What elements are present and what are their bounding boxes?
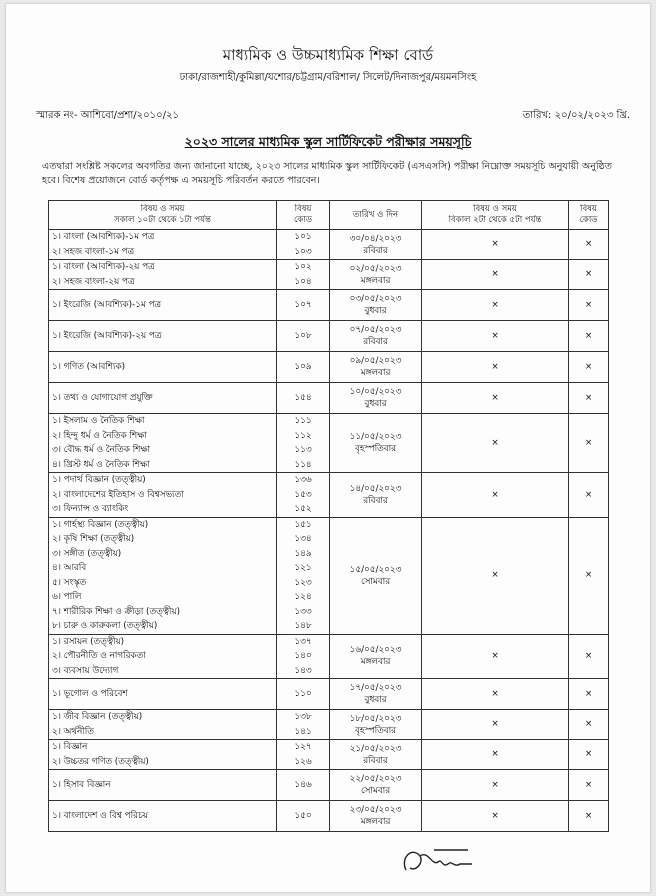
subject-code: ১৫২ [294,504,312,514]
subject-code: ১২৪ [294,592,312,602]
date-day-cell [330,770,422,801]
subject-name: ২। সহজ বাংলা-২য় পত্র [52,276,135,287]
afternoon-subject-cell: × [422,473,569,518]
table-header-row [49,201,609,230]
subject-codes-cell [277,352,330,383]
date-day-cell [330,517,422,634]
afternoon-subject-cell: × [422,352,569,383]
subject-name: ১। বাংলাদেশ ও বিশ্ব পরিচয় [52,810,148,821]
subject-code: ১৫৩ [294,489,312,500]
exam-date: ১৬/০৫/২০২৩ [349,645,402,656]
exam-day: সোমবার [360,786,391,796]
subject-code: ১৩৮ [294,712,312,722]
afternoon-code-cell: × [569,260,609,290]
subject-code: ১৩৭ [294,636,312,647]
header-afternoon-subject: বিষয় ও সময় বিকাল ২টা থেকে ৫টা পর্যন্ত [422,201,569,230]
subject-name: ১। বিজ্ঞান [52,742,88,752]
subject-name: ১। পদার্থ বিজ্ঞান (তত্ত্বীয়) [52,475,146,485]
afternoon-subject-cell: × [422,801,569,832]
subject-code: ১৩৪ [294,534,312,544]
subject-code: ১০৩ [294,246,312,257]
subject-name: ২। সহজ বাংলা-১ম পত্র [52,246,135,257]
morning-subjects-cell [49,230,277,260]
subject-name: ২। হিন্দু ধর্ম ও নৈতিক শিক্ষা [52,430,147,441]
exam-day: বুধবার [364,306,387,316]
document-title-text: ২০২৩ সালের মাধ্যমিক স্কুল সার্টিফিকেট পরীক্ষার সময়সূচি [184,134,472,149]
subject-code: ১৪১ [294,726,312,737]
table-row [49,801,609,832]
subject-code: ১৪৮ [294,621,312,631]
afternoon-code-cell: × [569,321,609,352]
afternoon-subject-cell: × [422,290,569,321]
subject-name: ১। রসায়ন (তত্ত্বীয়) [52,636,125,647]
date-day-cell [330,290,422,321]
intro-paragraph: এতদ্বারা সংশ্লিষ্ট সকলের অবগতির জন্য জানানো যাচ্ছে, ২০২৩ সালের মাধ্যমিক স্কুল সার্টিফিকেট (এসএসসি) পরীক্ষা নিম্নোক্ত সময়সূচি অনুযায়ী অনুষ্ঠিত হবে। বিশেষ প্রয়োজনে বোর্ড কর্তৃপক্ষ এ সময়সূচি পরিবর্তন করতে পারবেন। [42,161,612,186]
exam-day: রবিবার [363,245,388,256]
table-row [49,383,609,414]
exam-date: ০৯/০৫/২০২৩ [349,356,402,366]
table-row [49,290,609,321]
subject-name: ১। ইসলাম ও নৈতিক শিক্ষা [52,416,145,426]
subject-name: ২। কৃষি শিক্ষা (তত্ত্বীয়) [52,534,135,544]
table-row [49,352,609,383]
afternoon-subject-cell: × [422,634,569,679]
subject-codes-cell [277,801,330,832]
date-day-cell [330,321,422,352]
table-row [49,517,609,634]
exam-date: ০৭/০৫/২০২৩ [349,325,402,335]
subject-code: ১১৩ [294,445,312,455]
exam-date: ১৪/০৫/২০২৩ [349,483,402,494]
afternoon-code-cell: × [569,679,609,710]
document-title [6,134,650,154]
subject-code: ১০২ [294,262,312,272]
date-day-cell [330,473,422,518]
subject-name: ২। পৌরনীতি ও নাগরিকতা [52,651,146,661]
subject-name: ২। উচ্চতর গণিত (তত্ত্বীয়) [52,756,149,767]
date-day-cell [330,634,422,679]
header-date-day: তারিখ ও দিন [330,201,422,230]
subject-code: ১৪৩ [294,665,312,676]
table-row [49,414,609,473]
subject-name: ২। বাংলাদেশের ইতিহাস ও বিশ্বসভ্যতা [52,489,184,500]
subject-name: ৮। চারু ও কারুকলা (তত্ত্বীয়) [52,621,158,631]
table-row [49,679,609,710]
subject-name: ১। ভূগোল ও পরিবেশ [52,688,128,699]
subject-codes-cell [277,710,330,740]
table-row [49,321,609,352]
afternoon-code-cell: × [569,740,609,770]
subject-code: ১০৭ [294,299,312,310]
morning-subjects-cell [49,740,277,770]
afternoon-subject-cell: × [422,383,569,414]
subject-code: ১০৪ [294,276,312,287]
subject-codes-cell [277,473,330,518]
subject-code: ১১২ [294,430,312,441]
subject-code: ১১১ [294,416,312,426]
exam-day: বুধবার [364,695,387,705]
exam-date: ০৩/০৫/২০২৩ [349,294,402,304]
morning-subjects-cell [49,383,277,414]
afternoon-code-cell: × [569,383,609,414]
afternoon-code-cell: × [569,352,609,383]
afternoon-subject-cell: × [422,260,569,290]
subject-code: ১৪০ [294,651,312,661]
morning-subjects-cell [49,352,277,383]
exam-schedule-table [48,200,609,832]
exam-day: মঙ্গলবার [360,817,391,827]
subject-codes-cell [277,321,330,352]
header-subject-code-2: বিষয় কোড [569,201,609,230]
subject-codes-cell [277,517,330,634]
subject-codes-cell [277,634,330,679]
subject-code: ১৪৬ [294,779,312,790]
table-body [49,230,609,832]
subject-name: ১। গার্হস্থ্য বিজ্ঞান (তত্ত্বীয়) [52,519,149,530]
subject-name: ১। বাংলা (আবশ্যিক)-২য় পত্র [52,262,155,272]
date-day-cell [330,679,422,710]
subject-code: ১১০ [294,688,312,699]
morning-subjects-cell [49,679,277,710]
date-day-cell [330,230,422,260]
exam-date: ২১/০৫/২০২৩ [349,743,402,754]
subject-codes-cell [277,383,330,414]
subject-name: ১। হিসাব বিজ্ঞান [52,779,111,790]
afternoon-subject-cell: × [422,770,569,801]
subject-codes-cell [277,290,330,321]
subject-codes-cell [277,770,330,801]
afternoon-code-cell: × [569,473,609,518]
afternoon-subject-cell: × [422,414,569,473]
subject-code: ১৫৪ [294,392,312,403]
afternoon-subject-cell: × [422,517,569,634]
subject-code: ১১৪ [294,459,312,470]
subject-code: ১০১ [294,232,312,242]
subject-codes-cell [277,260,330,290]
subject-code: ১২১ [294,563,312,573]
subject-name: ৪। আরবি [52,563,87,573]
table-row [49,740,609,770]
afternoon-code-cell: × [569,230,609,260]
subject-code: ১০৯ [294,361,312,372]
subject-name: ৩। ফিন্যান্স ও ব্যাংকিং [52,504,129,514]
exam-day: মঙ্গলবার [360,657,391,668]
exam-day: বুধবার [364,399,387,409]
date-day-cell [330,352,422,383]
afternoon-code-cell: × [569,414,609,473]
afternoon-subject-cell: × [422,679,569,710]
date-day-cell [330,383,422,414]
subject-name: ১। তথ্য ও যোগাযোগ প্রযুক্তি [52,392,153,403]
subject-code: ১০৮ [294,330,312,341]
table-row [49,230,609,260]
afternoon-code-cell: × [569,517,609,634]
header-subject-code: বিষয় কোড [277,201,330,230]
subject-name: ১। গণিত (আবশ্যিক) [52,361,126,372]
subject-code: ১৫১ [294,519,312,530]
exam-date: ১০/০৫/২০২৩ [349,387,402,397]
exam-date: ১৭/০৫/২০২৩ [349,683,402,693]
subject-code: ১৩৩ [294,606,312,617]
exam-date: ১৮/০৫/২০২৩ [349,713,402,724]
morning-subjects-cell [49,634,277,679]
afternoon-code-cell: × [569,770,609,801]
morning-subjects-cell [49,290,277,321]
table-row [49,260,609,290]
afternoon-code-cell: × [569,710,609,740]
issue-date: তারিখ: ২০/০২/২০২৩ খ্রি. [522,110,630,121]
date-day-cell [330,260,422,290]
morning-subjects-cell [49,517,277,634]
subject-codes-cell [277,740,330,770]
morning-subjects-cell [49,260,277,290]
morning-subjects-cell [49,473,277,518]
exam-date: ২২/০৫/২০২৩ [349,774,402,784]
subject-code: ১৩৬ [294,475,312,485]
table-row [49,634,609,679]
subject-name: ৪। খ্রিস্ট ধর্ম ও নৈতিক শিক্ষা [52,459,150,470]
morning-subjects-cell [49,710,277,740]
exam-day: রবিবার [363,755,388,766]
exam-day: মঙ্গলবার [360,368,391,378]
document-page [6,4,650,892]
date-day-cell [330,740,422,770]
subject-code: ১৫০ [294,810,312,821]
afternoon-code-cell: × [569,290,609,321]
board-name: মাধ্যমিক ও উচ্চমাধ্যমিক শিক্ষা বোর্ড [222,46,434,64]
afternoon-subject-cell: × [422,710,569,740]
subject-code: ১৪৯ [294,548,312,559]
table-row [49,710,609,740]
exam-date: ৩০/০৪/২০২৩ [349,233,402,244]
exam-date: ২৩/০৫/২০২৩ [349,805,402,815]
exam-date: ১১/০৫/২০২৩ [349,432,402,442]
morning-subjects-cell [49,801,277,832]
subject-name: ৭। শারীরিক শিক্ষা ও ক্রীড়া (তত্ত্বীয়) [52,606,181,617]
afternoon-subject-cell: × [422,321,569,352]
subject-name: ৬। পালি [52,592,82,602]
subject-name: ১। বাংলা (আবশ্যিক)-১ম পত্র [52,232,155,242]
subject-code: ১২৬ [294,756,312,767]
afternoon-code-cell: × [569,634,609,679]
morning-subjects-cell [49,770,277,801]
subject-name: ১। ইংরেজি (আবশ্যিক)-১ম পত্র [52,299,162,310]
exam-day: মঙ্গলবার [360,275,391,286]
date-day-cell [330,801,422,832]
exam-day: সোমবার [360,576,391,587]
afternoon-subject-cell: × [422,740,569,770]
subject-name: ৫। সংস্কৃত [52,577,87,588]
exam-day: বৃহস্পতিবার [354,444,396,454]
subject-codes-cell [277,679,330,710]
table-row [49,770,609,801]
subject-name: ১। জীব বিজ্ঞান (তত্ত্বীয়) [52,712,143,722]
exam-date: ১৫/০৫/২০২৩ [349,564,402,575]
exam-day: রবিবার [363,337,388,347]
date-day-cell [330,414,422,473]
signature [398,840,478,882]
morning-subjects-cell [49,321,277,352]
exam-date: ০২/০৫/২০২৩ [349,263,402,274]
header-morning-subject: বিষয় ও সময় সকাল ১০টা থেকে ১টা পর্যন্ত [49,201,277,230]
subject-name: ৩। সঙ্গীত (তত্ত্বীয়) [52,548,122,559]
subject-codes-cell [277,414,330,473]
table-row [49,473,609,518]
afternoon-code-cell: × [569,801,609,832]
memo-number: স্মারক নং- আশিবো/প্রশা/২০১০/২১ [36,110,179,121]
morning-subjects-cell [49,414,277,473]
subject-name: ২। অর্থনীতি [52,726,94,737]
subject-codes-cell [277,230,330,260]
date-day-cell [330,710,422,740]
subject-code: ১২৩ [294,577,312,588]
exam-day: বৃহস্পতিবার [354,725,396,736]
exam-day: রবিবার [363,495,388,506]
subject-code: ১২৭ [294,742,312,752]
subject-name: ৩। বৌদ্ধ ধর্ম ও নৈতিক শিক্ষা [52,445,151,455]
afternoon-subject-cell: × [422,230,569,260]
subject-name: ১। ইংরেজি (আবশ্যিক)-২য় পত্র [52,330,162,341]
subject-name: ৩। ব্যবসায় উদ্যোগ [52,665,119,676]
boards-list: ঢাকা/রাজশাহী/কুমিল্লা/যশোর/চট্টগ্রাম/বরিশাল/ সিলেট/দিনাজপুর/ময়মনসিংহ [179,72,477,83]
